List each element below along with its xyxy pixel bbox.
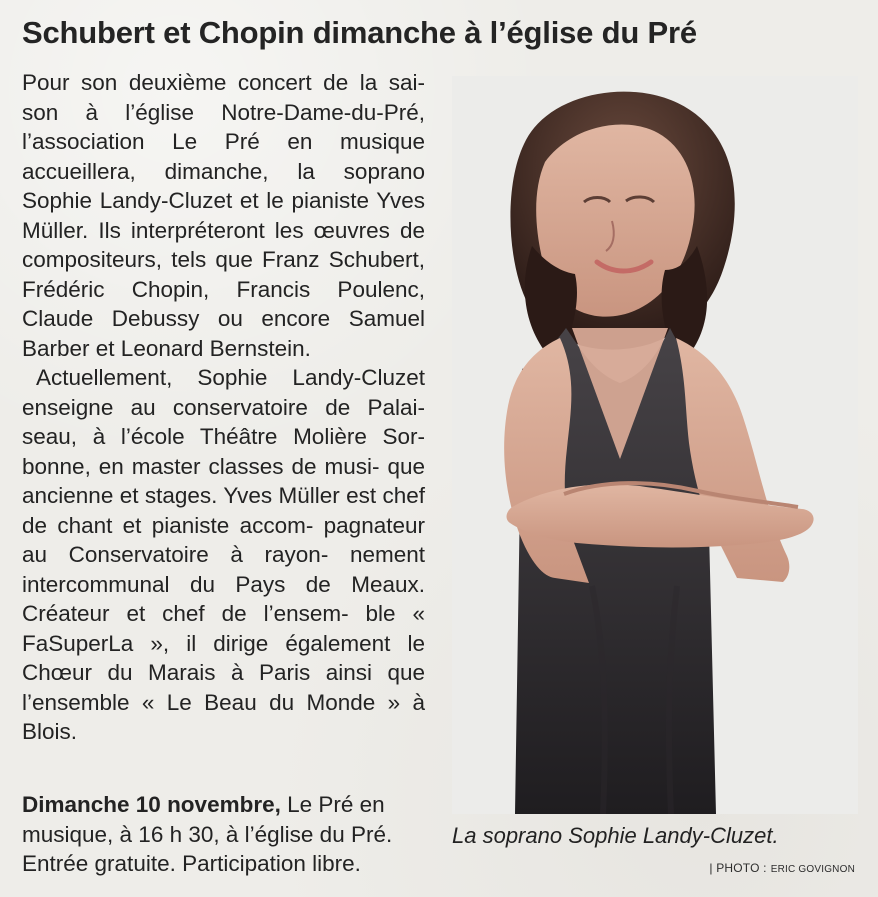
event-details: Le Pré en musique, à 16 h 30, à l’église du Pré. Entrée gratuite. Participation libre.: [22, 792, 393, 876]
singer-photo: [452, 76, 858, 814]
event-date: Dimanche 10 novembre,: [22, 792, 281, 817]
photo-caption: La soprano Sophie Landy-Cluzet.: [452, 823, 779, 848]
article-paragraph-2: Actuellement, Sophie Landy-Cluzet enseigne au conservatoire de Palai- seau, à l’école Théâtre Molière Sor- bonne, en master classes de musi- que ancienne et stages. Yves Müller est chef de chant et pianiste accom- pagnateur au Conservatoire à rayon- nement intercommunal du Pays de Meaux. Créateur et chef de l’ensem- ble « FaSuperLa », il dirige également le Chœur du Marais à Paris ainsi que l’ensemble « Le Beau du Monde » à Blois.: [22, 365, 425, 744]
photo-credit-name: ERIC GOVIGNON: [770, 864, 855, 875]
photo-credit: [709, 861, 855, 877]
event-info: [22, 790, 426, 879]
photo-credit-prefix: | PHOTO :: [709, 861, 767, 875]
article-body: [22, 68, 425, 747]
article-headline: Schubert et Chopin dimanche à l’église du Pré: [22, 15, 697, 50]
singer-photo-illustration: [452, 76, 858, 814]
article-paragraph-1: Pour son deuxième concert de la sai- son à l’église Notre-Dame-du-Pré, l’association Le Pré en musique accueillera, dimanche, la soprano Sophie Landy-Cluzet et le pianiste Yves Müller. Ils interpréteront les œuvres de compositeurs, tels que Franz Schubert, Frédéric Chopin, Francis Poulenc, Claude Debussy ou encore Samuel Barber et Leonard Bernstein.: [22, 70, 425, 361]
